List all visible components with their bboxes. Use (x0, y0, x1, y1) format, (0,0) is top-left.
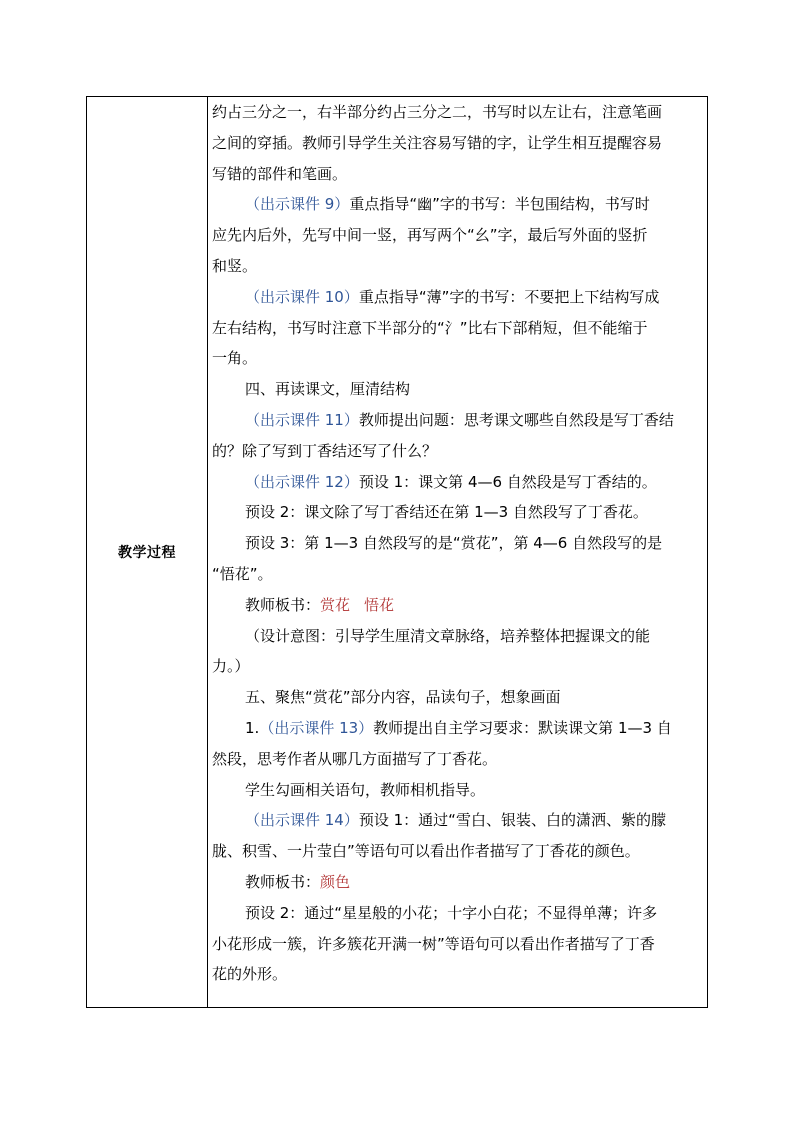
text-segment: 胧、积雪、一片莹白”等语句可以看出作者描写了丁香花的颜色。 (212, 842, 640, 861)
text-segment: 教师提出问题：思考课文哪些自然段是写丁香结 (358, 410, 674, 429)
text-line (212, 97, 701, 128)
text-line (212, 374, 701, 405)
text-line (212, 128, 701, 159)
text-line (212, 313, 701, 344)
text-line (212, 467, 701, 498)
text-segment: 应先内后外，先写中间一竖，再写两个“幺”字，最后写外面的竖折 (212, 226, 648, 245)
text-line (212, 898, 701, 929)
text-segment: 教师提出自主学习要求：默读课文第 1—3 自 (373, 718, 672, 737)
slide-reference: （出示课件 11） (245, 410, 359, 429)
board-note: 悟花 (364, 595, 395, 614)
text-line (212, 775, 701, 806)
text-line (212, 621, 701, 652)
text-line (212, 436, 701, 467)
text-line (212, 405, 701, 436)
text-line (212, 744, 701, 775)
text-segment: 和竖。 (212, 256, 258, 275)
slide-reference: （出示课件 9） (245, 195, 350, 214)
text-segment: 1. (245, 718, 260, 737)
slide-reference: （出示课件 12） (245, 472, 359, 491)
text-line (212, 805, 701, 836)
text-segment: 然段，思考作者从哪几方面描写了丁香花。 (212, 749, 498, 768)
text-segment: 花的外形。 (212, 965, 288, 984)
text-segment: 预设 1：课文第 4—6 自然段是写丁香结的。 (358, 472, 657, 491)
text-line (212, 651, 701, 682)
text-segment: 一角。 (212, 349, 258, 368)
board-note: 颜色 (320, 872, 351, 891)
text-segment: 重点指导“幽”字的书写：半包围结构，书写时 (349, 195, 650, 214)
text-line (212, 682, 701, 713)
text-segment: 五、聚焦“赏花”部分内容，品读句子，想象画面 (245, 688, 561, 707)
text-segment: 预设 2：通过“星星般的小花；十字小白花；不显得单薄；许多 (245, 903, 658, 922)
text-segment: 力。） (212, 657, 250, 676)
row-label-cell (87, 97, 208, 1007)
lesson-plan-table (86, 96, 708, 1008)
text-segment: （设计意图：引导学生厘清文章脉络，培养整体把握课文的能 (245, 626, 651, 645)
text-segment: “悟花”。 (212, 564, 273, 583)
text-segment: 之间的穿插。教师引导学生关注容易写错的字，让学生相互提醒容易 (212, 133, 663, 152)
text-segment: 预设 3：第 1—3 自然段写的是“赏花”，第 4—6 自然段写的是 (245, 534, 663, 553)
text-line (212, 343, 701, 374)
text-line (212, 713, 701, 744)
slide-reference: （出示课件 13） (259, 718, 374, 737)
content-cell (208, 97, 707, 1007)
text-segment: 教师板书： (245, 872, 321, 891)
text-segment: 写错的部件和笔画。 (212, 164, 348, 183)
text-line (212, 159, 701, 190)
text-line (212, 590, 701, 621)
text-line (212, 867, 701, 898)
board-note: 赏花 (320, 595, 351, 614)
slide-reference: （出示课件 14） (245, 811, 359, 830)
text-line (212, 528, 701, 559)
text-segment: 左右结构，书写时注意下半部分的“氵”比右下部稍短，但不能缩于 (212, 318, 648, 337)
text-segment: 四、再读课文，厘清结构 (245, 380, 411, 399)
text-segment: 教师板书： (245, 595, 321, 614)
text-segment: 约占三分之一，右半部分约占三分之二，书写时以左让右，注意笔画 (212, 103, 663, 121)
text-segment: 小花形成一簇，许多簇花开满一树”等语句可以看出作者描写了丁香 (212, 934, 655, 953)
slide-reference: （出示课件 10） (245, 287, 359, 306)
text-line (212, 189, 701, 220)
text-line (212, 959, 701, 990)
text-line (212, 220, 701, 251)
text-segment: 的？除了写到丁香结还写了什么？ (212, 441, 438, 460)
text-line (212, 251, 701, 282)
text-segment: 学生勾画相关语句，教师相机指导。 (245, 780, 486, 799)
text-line (212, 497, 701, 528)
text-line (212, 836, 701, 867)
text-segment: 重点指导“薄”字的书写：不要把上下结构写成 (358, 287, 660, 306)
text-segment: 预设 1：通过“雪白、银装、白的潇洒、紫的朦 (358, 811, 666, 830)
text-line (212, 929, 701, 960)
row-label: 教学过程 (118, 545, 176, 561)
text-line (212, 559, 701, 590)
text-line (212, 282, 701, 313)
text-segment: 预设 2：课文除了写丁香结还在第 1—3 自然段写了丁香花。 (245, 503, 648, 522)
